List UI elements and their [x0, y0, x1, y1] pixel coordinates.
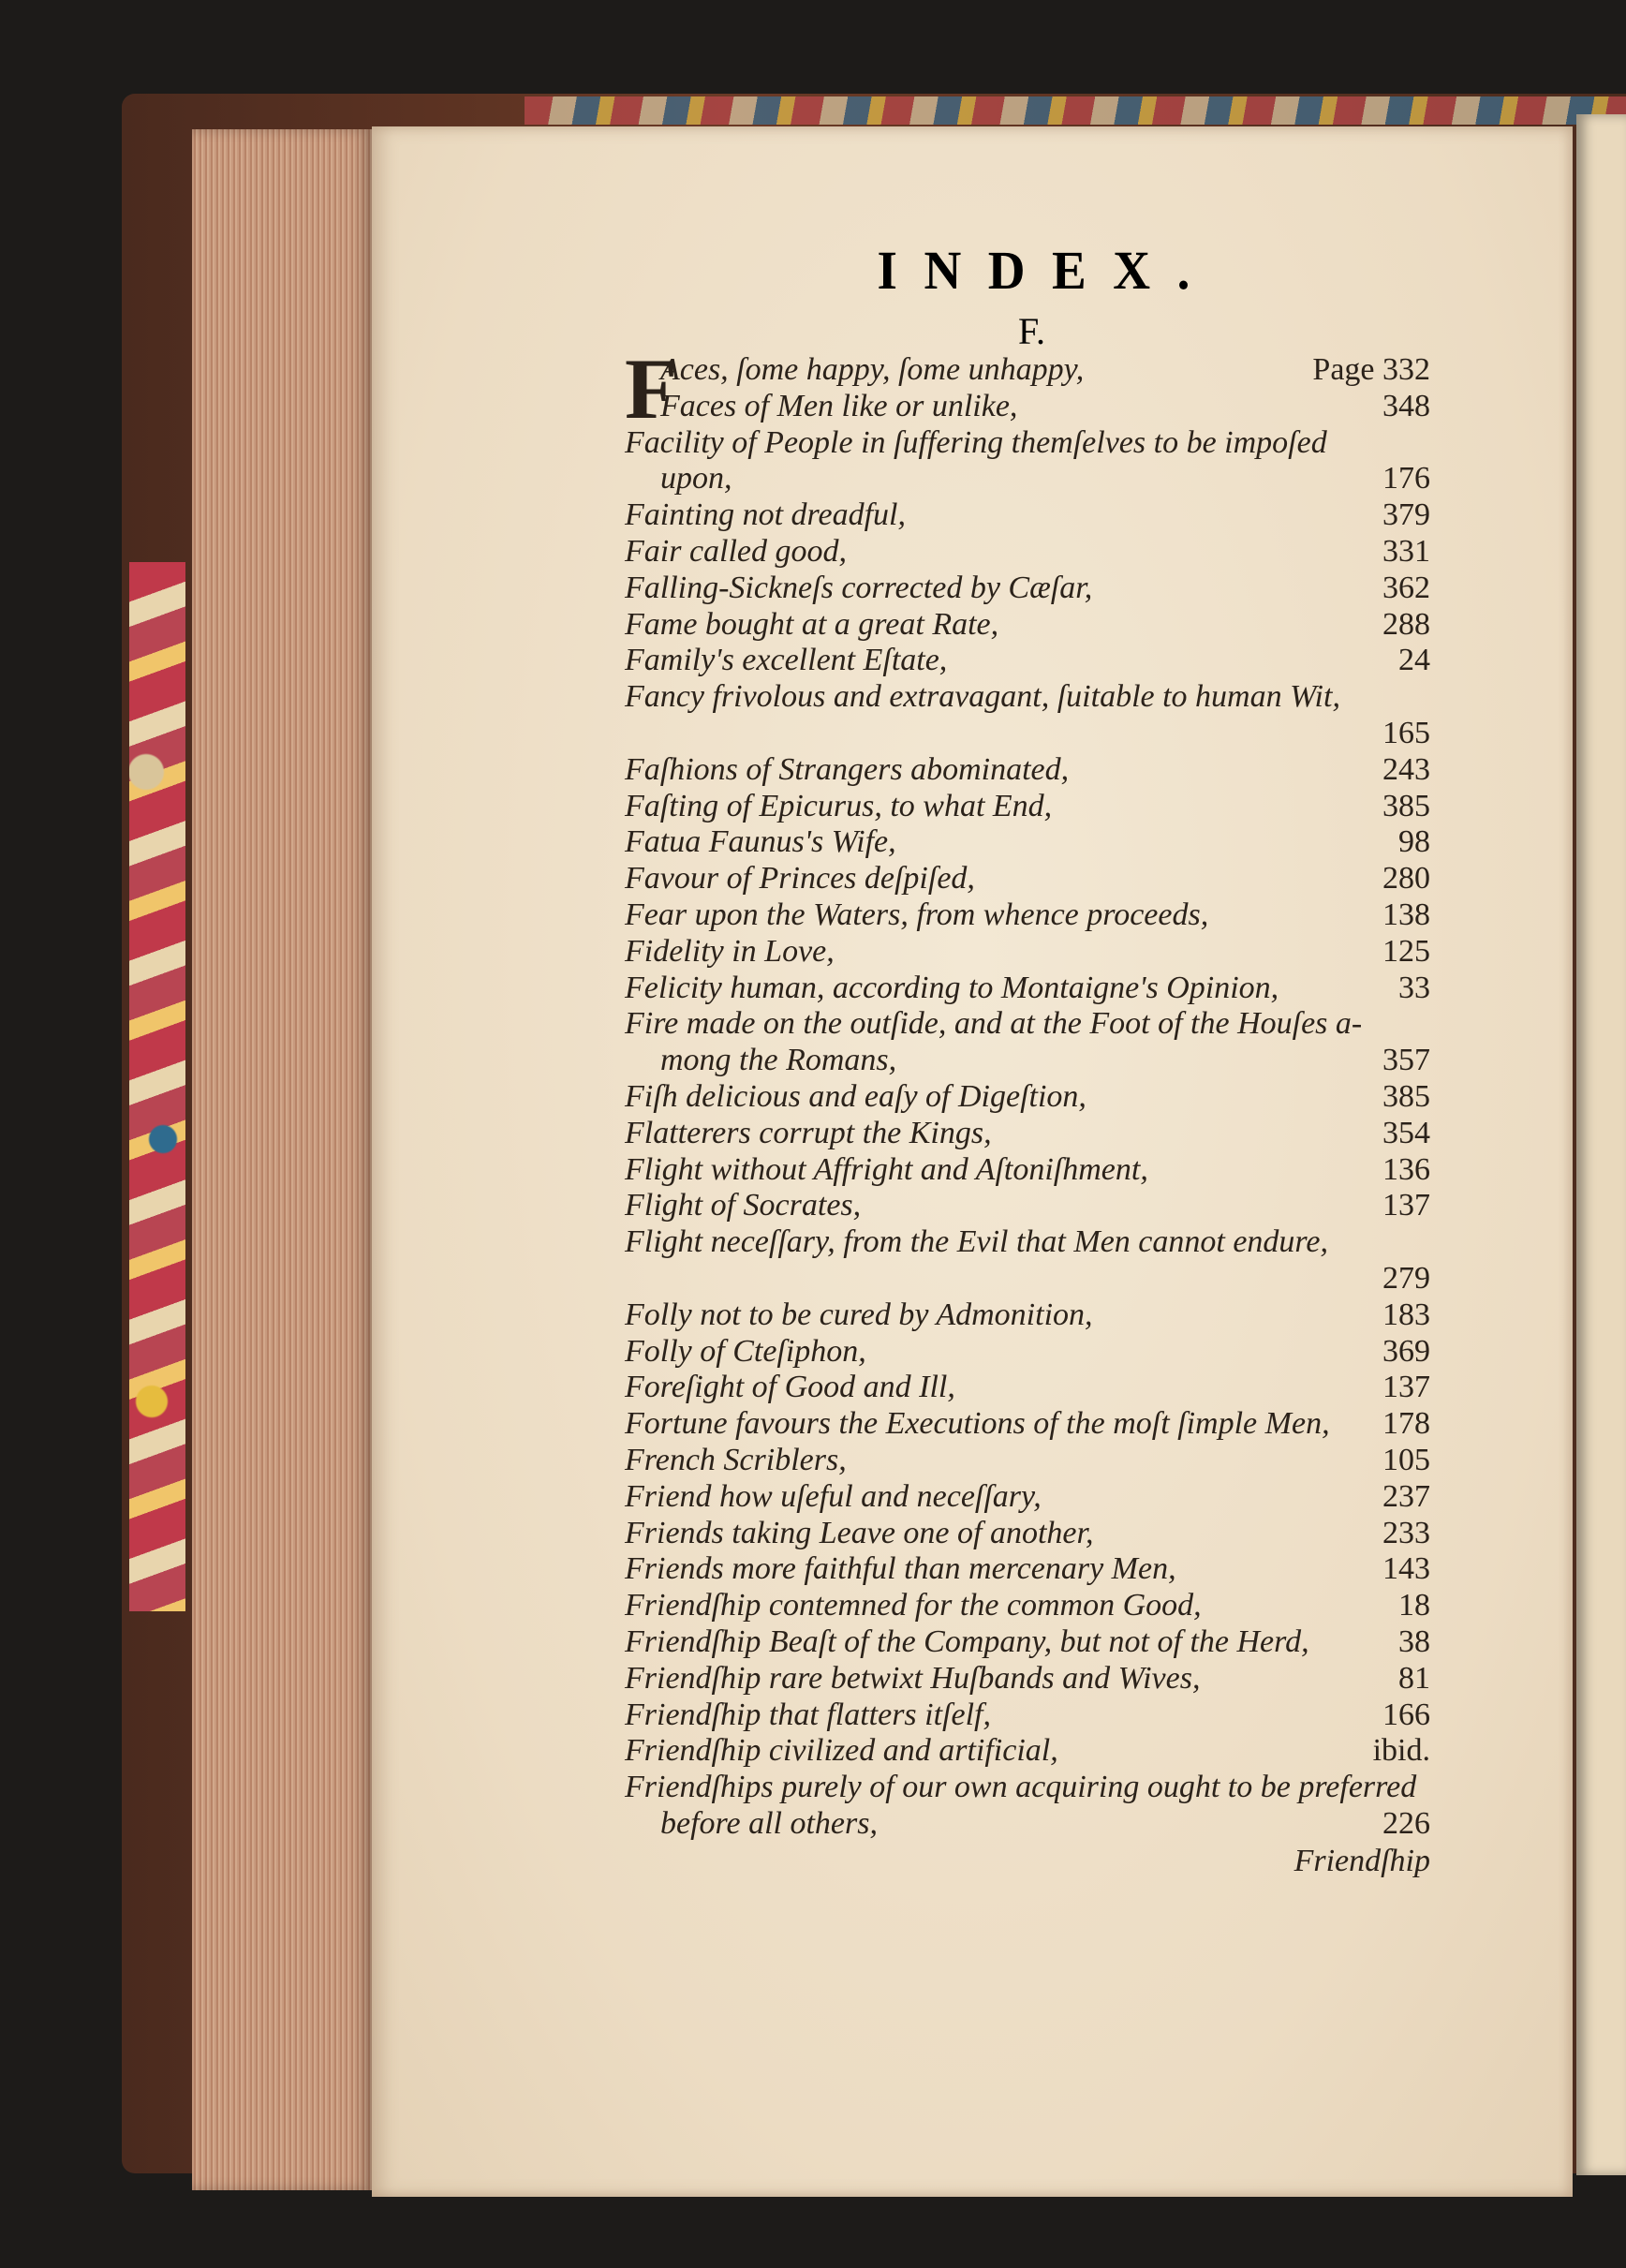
index-entry [625, 1223, 1430, 1261]
entry-text: Friendſhip Beaſt of the Company, but not of the Herd, [625, 1624, 1309, 1659]
marbled-board-top [525, 96, 1626, 125]
entry-text: Fancy frivolous and extravagant, ſuitable to human Wit, [625, 679, 1340, 715]
entry-text: mong the Romans, [660, 1043, 897, 1078]
entry-text: Fair called good, [625, 534, 848, 569]
index-entry [625, 788, 1430, 825]
page-edges [192, 129, 372, 2190]
entry-text: Friends taking Leave one of another, [625, 1515, 1094, 1550]
entry-text: Flight neceſſary, from the Evil that Men cannot endure, [625, 1224, 1328, 1260]
index-entry [625, 1297, 1430, 1334]
entry-page: 125 [1382, 933, 1430, 969]
entry-page: 18 [1398, 1588, 1430, 1623]
index-entry [625, 1115, 1430, 1152]
index-entry [625, 642, 1430, 679]
entry-page: 81 [1398, 1660, 1430, 1696]
entry-page: 183 [1382, 1297, 1430, 1332]
entry-text: Aces, ſome happy, ſome unhappy, [660, 352, 1085, 387]
index-entry [625, 606, 1430, 644]
index-entry [625, 351, 1430, 389]
entry-page: 237 [1382, 1478, 1430, 1514]
entry-page: 136 [1382, 1151, 1430, 1187]
index-entry [625, 388, 1430, 425]
entry-page: 33 [1398, 970, 1430, 1005]
index-entry [625, 460, 1430, 497]
catchword: Friendſhip [1293, 1843, 1430, 1878]
entry-page: 369 [1382, 1333, 1430, 1369]
index-page [372, 126, 1573, 2197]
entry-page: 288 [1382, 606, 1430, 642]
entry-text: Felicity human, according to Montaigne's Opinion, [625, 970, 1279, 1005]
entry-page: 357 [1382, 1043, 1430, 1078]
entry-page: 243 [1382, 751, 1430, 787]
index-entry [625, 1623, 1430, 1661]
entry-page: 24 [1398, 643, 1430, 678]
index-entry [625, 1369, 1430, 1406]
index-entry [625, 1333, 1430, 1371]
index-entry [625, 1515, 1430, 1552]
entry-text: Faces of Men like or unlike, [660, 388, 1018, 423]
entry-text: Friendſhip civilized and artificial, [625, 1733, 1058, 1769]
entry-text: Friend how uſeful and neceſſary, [625, 1478, 1042, 1514]
index-entry [625, 497, 1430, 534]
entry-text: French Scriblers, [625, 1443, 847, 1477]
entry-text: Foreſight of Good and Ill, [625, 1370, 955, 1405]
entry-text: Favour of Princes deſpiſed, [625, 861, 975, 897]
entry-text: Flight of Socrates, [625, 1188, 862, 1223]
entry-page: 233 [1382, 1515, 1430, 1550]
entry-page: 105 [1382, 1443, 1430, 1477]
entry-text: Friendſhips purely of our own acquiring ought to be preferred [625, 1770, 1417, 1805]
index-entry [625, 678, 1430, 716]
entry-page: 138 [1382, 897, 1430, 932]
index-entry [625, 1805, 1430, 1843]
page-title: INDEX. [877, 240, 1217, 301]
entry-text: Flight without Affright and Aſtoniſhment, [625, 1151, 1148, 1187]
entry-text: Friendſhip rare betwixt Huſbands and Wives, [625, 1660, 1201, 1696]
entry-page: 165 [1382, 716, 1430, 750]
marbled-board-side [129, 562, 185, 1611]
facing-page-edge [1576, 114, 1626, 2175]
index-entry [625, 715, 1430, 752]
index-entry [625, 933, 1430, 971]
index-entry [625, 1769, 1430, 1806]
entry-text: upon, [660, 461, 732, 497]
index-entry [625, 1078, 1430, 1116]
drop-cap: F [625, 341, 678, 437]
index-entry [625, 1550, 1430, 1588]
index-entry [625, 1005, 1430, 1043]
entry-text: Facility of People in ſuffering themſelves to be impoſed [625, 424, 1327, 460]
index-entry [625, 1697, 1430, 1734]
index-entry [625, 1405, 1430, 1443]
entry-text: Faſhions of Strangers abominated, [625, 751, 1070, 787]
entry-page: 137 [1382, 1370, 1430, 1405]
entry-page: 178 [1382, 1406, 1430, 1442]
index-entry [625, 1660, 1430, 1697]
index-entry [625, 533, 1430, 571]
index-entry [625, 970, 1430, 1007]
entry-page: 38 [1398, 1624, 1430, 1659]
entry-text: Faſting of Epicurus, to what End, [625, 788, 1053, 823]
entry-text: Folly not to be cured by Admonition, [625, 1297, 1093, 1332]
entry-page: 354 [1382, 1115, 1430, 1150]
index-entry [625, 1187, 1430, 1224]
entry-text: Fiſh delicious and eaſy of Digeſtion, [625, 1079, 1086, 1114]
entry-page: 226 [1382, 1806, 1430, 1841]
index-entry [625, 424, 1430, 462]
entry-page: 137 [1382, 1188, 1430, 1223]
entry-page: 280 [1382, 861, 1430, 897]
entry-text: Flatterers corrupt the Kings, [625, 1115, 992, 1150]
entry-text: Friendſhip that flatters itſelf, [625, 1697, 991, 1732]
entry-text: Fainting not dreadful, [625, 497, 907, 533]
entry-page: 166 [1382, 1697, 1430, 1732]
entry-page: 98 [1398, 824, 1430, 860]
entry-text: Fidelity in Love, [625, 933, 835, 969]
entry-text: before all others, [660, 1806, 878, 1841]
entry-text: Fear upon the Waters, from whence proceeds, [625, 897, 1209, 932]
entry-text: Friends more faithful than mercenary Men, [625, 1551, 1176, 1587]
index-entry [625, 1042, 1430, 1079]
entry-page: 143 [1382, 1551, 1430, 1587]
index-entry [625, 1442, 1430, 1479]
index-entry [625, 1260, 1430, 1297]
index-entry [625, 823, 1430, 861]
entry-page: 379 [1382, 497, 1430, 533]
index-entry [625, 897, 1430, 934]
index-entry [625, 1587, 1430, 1624]
entry-text: Fire made on the outſide, and at the Foot of the Houſes a- [625, 1006, 1363, 1042]
entry-page: 176 [1382, 461, 1430, 497]
index-entry [625, 751, 1430, 789]
index-entry [625, 1478, 1430, 1516]
entry-page: 331 [1382, 534, 1430, 569]
entry-text: Friendſhip contemned for the common Good, [625, 1588, 1202, 1623]
entry-page: 385 [1382, 788, 1430, 823]
index-entry [625, 1151, 1430, 1189]
entry-page: 279 [1382, 1261, 1430, 1296]
entry-page: ibid. [1372, 1733, 1430, 1769]
entry-page: 362 [1382, 570, 1430, 605]
entry-page: Page 332 [1312, 352, 1430, 387]
entry-text: Family's excellent Eſtate, [625, 643, 948, 678]
section-letter: F. [1018, 310, 1046, 352]
entry-text: Fortune favours the Executions of the moſt ſimple Men, [625, 1406, 1330, 1442]
entry-page: 348 [1382, 388, 1430, 423]
entry-text: Fatua Faunus's Wife, [625, 824, 896, 860]
entry-text: Fame bought at a great Rate, [625, 606, 999, 642]
entry-page: 385 [1382, 1079, 1430, 1114]
entry-text: Folly of Cteſiphon, [625, 1333, 866, 1369]
index-entry [625, 570, 1430, 607]
index-entry [625, 1732, 1430, 1770]
index-entry [625, 860, 1430, 897]
entry-text: Falling-Sickneſs corrected by Cæſar, [625, 570, 1093, 605]
